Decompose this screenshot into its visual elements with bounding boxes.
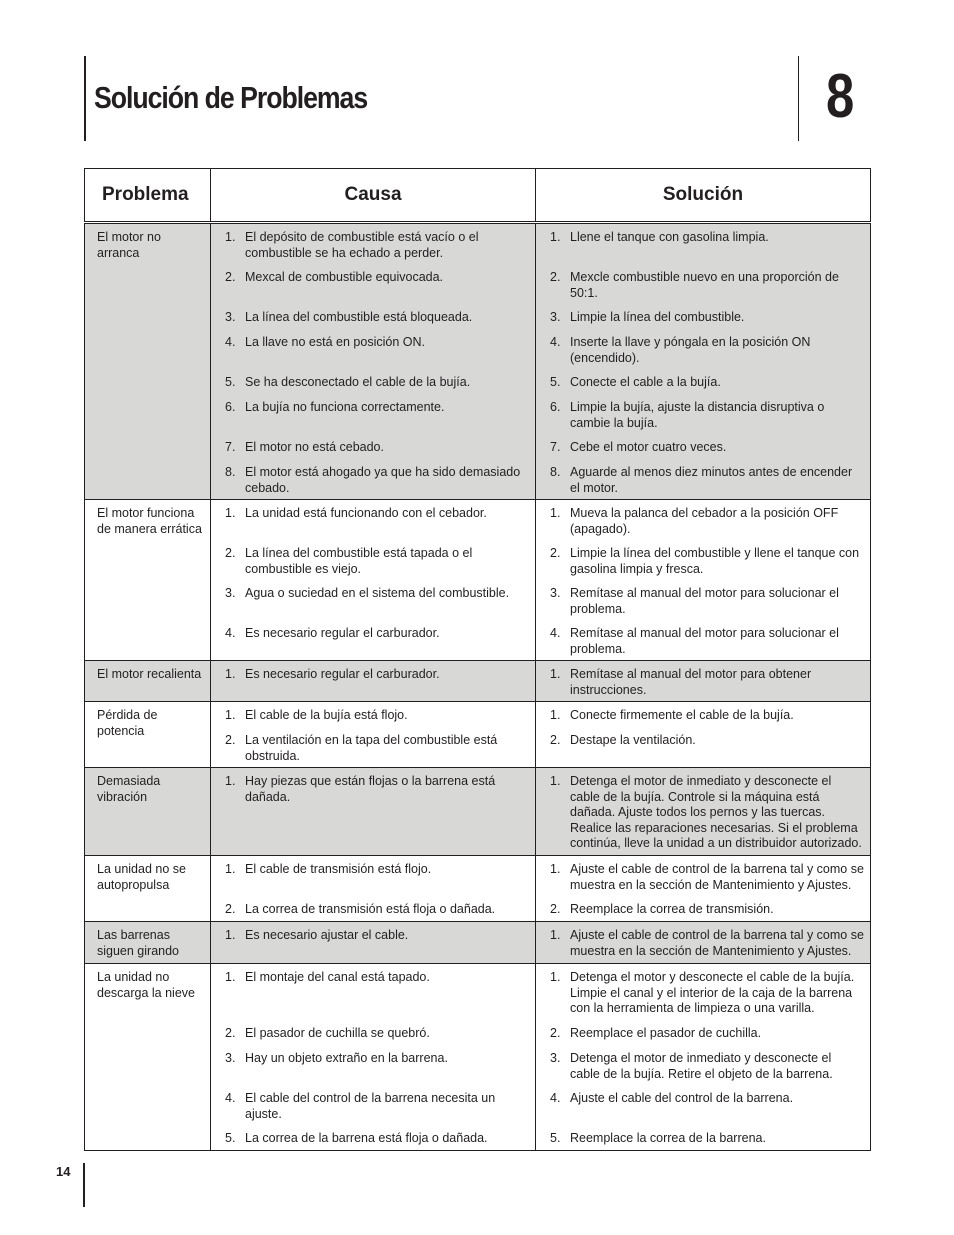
- causa-item: [225, 506, 529, 537]
- item-number: 4.: [225, 1091, 236, 1105]
- causa-text: El cable de transmisión está flojo.: [245, 862, 432, 876]
- item-number: 6.: [225, 400, 236, 414]
- solucion-item: [550, 440, 864, 456]
- causa-list: [211, 702, 535, 767]
- header-causa: Causa: [211, 169, 536, 223]
- solucion-item: [550, 862, 864, 893]
- item-number: 4.: [225, 335, 236, 349]
- solucion-list: [536, 702, 870, 767]
- item-number: 3.: [225, 310, 236, 324]
- solucion-cell: [536, 223, 871, 500]
- causa-item: [225, 375, 529, 391]
- causa-cell: [211, 964, 536, 1151]
- item-number: 1.: [225, 708, 236, 722]
- solucion-text: Destape la ventilación.: [570, 733, 696, 747]
- item-number: 1.: [225, 230, 236, 244]
- causa-item: [225, 440, 529, 456]
- item-number: 4.: [225, 626, 236, 640]
- solucion-text: Remítase al manual del motor para solucionar el problema.: [570, 586, 839, 616]
- causa-list: [211, 500, 535, 660]
- item-number: 1.: [550, 774, 561, 788]
- causa-text: Agua o suciedad en el sistema del combustible.: [245, 586, 510, 600]
- causa-item: [225, 902, 529, 918]
- causa-item: [225, 230, 529, 261]
- solucion-text: Remítase al manual del motor para solucionar el problema.: [570, 626, 839, 656]
- table-row: [85, 856, 871, 922]
- item-number: 1.: [550, 230, 561, 244]
- item-number: 3.: [225, 1051, 236, 1065]
- causa-text: Es necesario ajustar el cable.: [245, 928, 409, 942]
- causa-item: [225, 708, 529, 724]
- table-row: [85, 223, 871, 500]
- solucion-text: Limpie la línea del combustible y llene el tanque con gasolina limpia y fresca.: [570, 546, 860, 576]
- causa-item: [225, 774, 529, 852]
- solucion-text: Limpie la bujía, ajuste la distancia disruptiva o cambie la bujía.: [570, 400, 825, 430]
- causa-list: [211, 661, 535, 701]
- header-rule-right: [798, 56, 799, 141]
- solucion-cell: [536, 922, 871, 964]
- solucion-item: [550, 1091, 864, 1122]
- causa-item: [225, 335, 529, 366]
- causa-text: Es necesario regular el carburador.: [245, 626, 440, 640]
- solucion-text: Remítase al manual del motor para obtener instrucciones.: [570, 667, 812, 697]
- item-number: 1.: [225, 506, 236, 520]
- solucion-text: Conecte firmemente el cable de la bujía.: [570, 708, 794, 722]
- causa-text: La correa de la barrena está floja o dañada.: [245, 1131, 488, 1145]
- solucion-text: Llene el tanque con gasolina limpia.: [570, 230, 769, 244]
- causa-cell: [211, 768, 536, 856]
- solucion-item: [550, 506, 864, 537]
- causa-item: [225, 310, 529, 326]
- table-row: [85, 964, 871, 1151]
- causa-item: [225, 400, 529, 431]
- solucion-text: Detenga el motor de inmediato y desconecte el cable de la bujía. Controle si la máquina está dañada. Ajuste todos los pernos y las tuercas. Realice las reparaciones necesarias. Si el problema continúa, lleve la unidad a un distribuidor autorizado.: [570, 774, 862, 850]
- solucion-item: [550, 310, 864, 326]
- table-header-row: [85, 169, 871, 223]
- causa-cell: [211, 500, 536, 661]
- causa-item: [225, 970, 529, 1017]
- causa-text: El motor está ahogado ya que ha sido demasiado cebado.: [245, 465, 521, 495]
- solucion-text: Reemplace la correa de transmisión.: [570, 902, 774, 916]
- solucion-text: Inserte la llave y póngala en la posición ON (encendido).: [570, 335, 811, 365]
- table-body: [85, 223, 871, 1151]
- item-number: 2.: [550, 546, 561, 560]
- causa-text: Hay un objeto extraño en la barrena.: [245, 1051, 448, 1065]
- causa-item: [225, 270, 529, 301]
- item-number: 1.: [550, 862, 561, 876]
- solucion-cell: [536, 856, 871, 922]
- item-number: 3.: [550, 310, 561, 324]
- table-row: [85, 702, 871, 768]
- chapter-number: 8: [826, 62, 855, 131]
- page-title: Solución de Problemas: [94, 80, 368, 115]
- solucion-list: [536, 856, 870, 921]
- solucion-text: Detenga el motor de inmediato y desconecte el cable de la bujía. Retire el objeto de la barrena.: [570, 1051, 833, 1081]
- solucion-cell: [536, 702, 871, 768]
- solucion-list: [536, 964, 870, 1150]
- causa-list: [211, 768, 535, 855]
- item-number: 1.: [550, 506, 561, 520]
- solucion-text: Mexcle combustible nuevo en una proporción de 50:1.: [570, 270, 839, 300]
- item-number: 5.: [550, 375, 561, 389]
- header-problema: Problema: [85, 169, 211, 223]
- causa-item: [225, 546, 529, 577]
- solucion-text: Reemplace el pasador de cuchilla.: [570, 1026, 762, 1040]
- causa-item: [225, 667, 529, 698]
- solucion-item: [550, 465, 864, 496]
- problem-cell: Las barrenas siguen girando: [85, 922, 211, 964]
- item-number: 8.: [225, 465, 236, 479]
- item-number: 1.: [225, 928, 236, 942]
- causa-text: El pasador de cuchilla se quebró.: [245, 1026, 430, 1040]
- solucion-item: [550, 586, 864, 617]
- item-number: 7.: [225, 440, 236, 454]
- causa-text: El cable del control de la barrena necesita un ajuste.: [245, 1091, 496, 1121]
- table-row: [85, 768, 871, 856]
- solucion-item: [550, 928, 864, 959]
- causa-list: [211, 964, 535, 1150]
- causa-text: La bujía no funciona correctamente.: [245, 400, 445, 414]
- solucion-text: Ajuste el cable del control de la barrena.: [570, 1091, 794, 1105]
- item-number: 2.: [225, 733, 236, 747]
- item-number: 1.: [225, 774, 236, 788]
- solucion-item: [550, 1051, 864, 1082]
- solucion-list: [536, 922, 870, 962]
- causa-cell: [211, 702, 536, 768]
- causa-text: La línea del combustible está tapada o el combustible es viejo.: [245, 546, 473, 576]
- causa-list: [211, 856, 535, 921]
- page-number: 14: [56, 1164, 71, 1179]
- causa-item: [225, 1131, 529, 1147]
- item-number: 2.: [225, 902, 236, 916]
- solucion-text: Conecte el cable a la bujía.: [570, 375, 721, 389]
- causa-item: [225, 1026, 529, 1042]
- problem-cell: El motor funciona de manera errática: [85, 500, 211, 661]
- solucion-text: Limpie la línea del combustible.: [570, 310, 745, 324]
- solucion-text: Cebe el motor cuatro veces.: [570, 440, 727, 454]
- item-number: 7.: [550, 440, 561, 454]
- item-number: 2.: [550, 270, 561, 284]
- item-number: 4.: [550, 335, 561, 349]
- solucion-item: [550, 400, 864, 431]
- solucion-item: [550, 270, 864, 301]
- item-number: 1.: [225, 667, 236, 681]
- solucion-list: [536, 500, 870, 660]
- solucion-list: [536, 224, 870, 499]
- item-number: 6.: [550, 400, 561, 414]
- causa-item: [225, 465, 529, 496]
- item-number: 4.: [550, 626, 561, 640]
- causa-item: [225, 733, 529, 764]
- problem-cell: Pérdida de potencia: [85, 702, 211, 768]
- item-number: 1.: [225, 970, 236, 984]
- item-number: 5.: [225, 1131, 236, 1145]
- item-number: 3.: [225, 586, 236, 600]
- causa-text: La línea del combustible está bloqueada.: [245, 310, 473, 324]
- solucion-text: Ajuste el cable de control de la barrena tal y como se muestra en la sección de Mantenimiento y Ajustes.: [570, 928, 864, 958]
- item-number: 5.: [225, 375, 236, 389]
- problem-cell: Demasiada vibración: [85, 768, 211, 856]
- solucion-cell: [536, 500, 871, 661]
- item-number: 1.: [225, 862, 236, 876]
- solucion-item: [550, 626, 864, 657]
- causa-text: La correa de transmisión está floja o dañada.: [245, 902, 496, 916]
- item-number: 5.: [550, 1131, 561, 1145]
- causa-text: La llave no está en posición ON.: [245, 335, 425, 349]
- causa-text: El montaje del canal está tapado.: [245, 970, 430, 984]
- problem-cell: El motor recalienta: [85, 661, 211, 702]
- solucion-item: [550, 1131, 864, 1147]
- causa-cell: [211, 856, 536, 922]
- item-number: 3.: [550, 1051, 561, 1065]
- header-rule-left: [84, 56, 86, 141]
- solucion-item: [550, 667, 864, 698]
- solucion-list: [536, 768, 870, 855]
- troubleshooting-table: [84, 168, 871, 1151]
- causa-cell: [211, 223, 536, 500]
- solucion-item: [550, 733, 864, 764]
- causa-text: La unidad está funcionando con el cebador.: [245, 506, 487, 520]
- solucion-text: Aguarde al menos diez minutos antes de encender el motor.: [570, 465, 853, 495]
- causa-item: [225, 862, 529, 893]
- solucion-item: [550, 375, 864, 391]
- item-number: 2.: [225, 270, 236, 284]
- table-row: [85, 922, 871, 964]
- item-number: 3.: [550, 586, 561, 600]
- item-number: 1.: [550, 928, 561, 942]
- solucion-cell: [536, 964, 871, 1151]
- causa-item: [225, 1051, 529, 1082]
- causa-item: [225, 1091, 529, 1122]
- causa-text: La ventilación en la tapa del combustible está obstruida.: [245, 733, 498, 763]
- causa-item: [225, 586, 529, 617]
- solucion-text: Mueva la palanca del cebador a la posición OFF (apagado).: [570, 506, 839, 536]
- causa-list: [211, 922, 535, 962]
- causa-text: Es necesario regular el carburador.: [245, 667, 440, 681]
- solucion-item: [550, 1026, 864, 1042]
- item-number: 4.: [550, 1091, 561, 1105]
- causa-text: El cable de la bujía está flojo.: [245, 708, 408, 722]
- item-number: 2.: [550, 1026, 561, 1040]
- causa-item: [225, 626, 529, 657]
- solucion-item: [550, 230, 864, 261]
- item-number: 1.: [550, 970, 561, 984]
- causa-text: Se ha desconectado el cable de la bujía.: [245, 375, 471, 389]
- problem-cell: El motor no arranca: [85, 223, 211, 500]
- solucion-item: [550, 970, 864, 1017]
- causa-text: El depósito de combustible está vacío o el combustible se ha echado a perder.: [245, 230, 479, 260]
- table-row: [85, 661, 871, 702]
- causa-text: Hay piezas que están flojas o la barrena está dañada.: [245, 774, 496, 804]
- solucion-item: [550, 774, 864, 852]
- solucion-text: Ajuste el cable de control de la barrena tal y como se muestra en la sección de Mantenimiento y Ajustes.: [570, 862, 864, 892]
- solucion-item: [550, 335, 864, 366]
- solucion-cell: [536, 768, 871, 856]
- solucion-text: Detenga el motor y desconecte el cable de la bujía. Limpie el canal y el interior de la caja de la barrena con la herramienta de limpieza o una varilla.: [570, 970, 855, 1015]
- item-number: 2.: [550, 733, 561, 747]
- causa-text: Mexcal de combustible equivocada.: [245, 270, 444, 284]
- item-number: 1.: [550, 667, 561, 681]
- causa-list: [211, 224, 535, 499]
- table-row: [85, 500, 871, 661]
- item-number: 2.: [550, 902, 561, 916]
- item-number: 2.: [225, 546, 236, 560]
- causa-item: [225, 928, 529, 959]
- problem-cell: La unidad no se autopropulsa: [85, 856, 211, 922]
- item-number: 2.: [225, 1026, 236, 1040]
- causa-text: El motor no está cebado.: [245, 440, 384, 454]
- solucion-item: [550, 708, 864, 724]
- causa-cell: [211, 661, 536, 702]
- solucion-item: [550, 546, 864, 577]
- item-number: 1.: [550, 708, 561, 722]
- problem-cell: La unidad no descarga la nieve: [85, 964, 211, 1151]
- solucion-cell: [536, 661, 871, 702]
- footer-rule: [83, 1163, 85, 1207]
- causa-cell: [211, 922, 536, 964]
- header-solucion: Solución: [536, 169, 871, 223]
- solucion-item: [550, 902, 864, 918]
- solucion-list: [536, 661, 870, 701]
- item-number: 8.: [550, 465, 561, 479]
- solucion-text: Reemplace la correa de la barrena.: [570, 1131, 766, 1145]
